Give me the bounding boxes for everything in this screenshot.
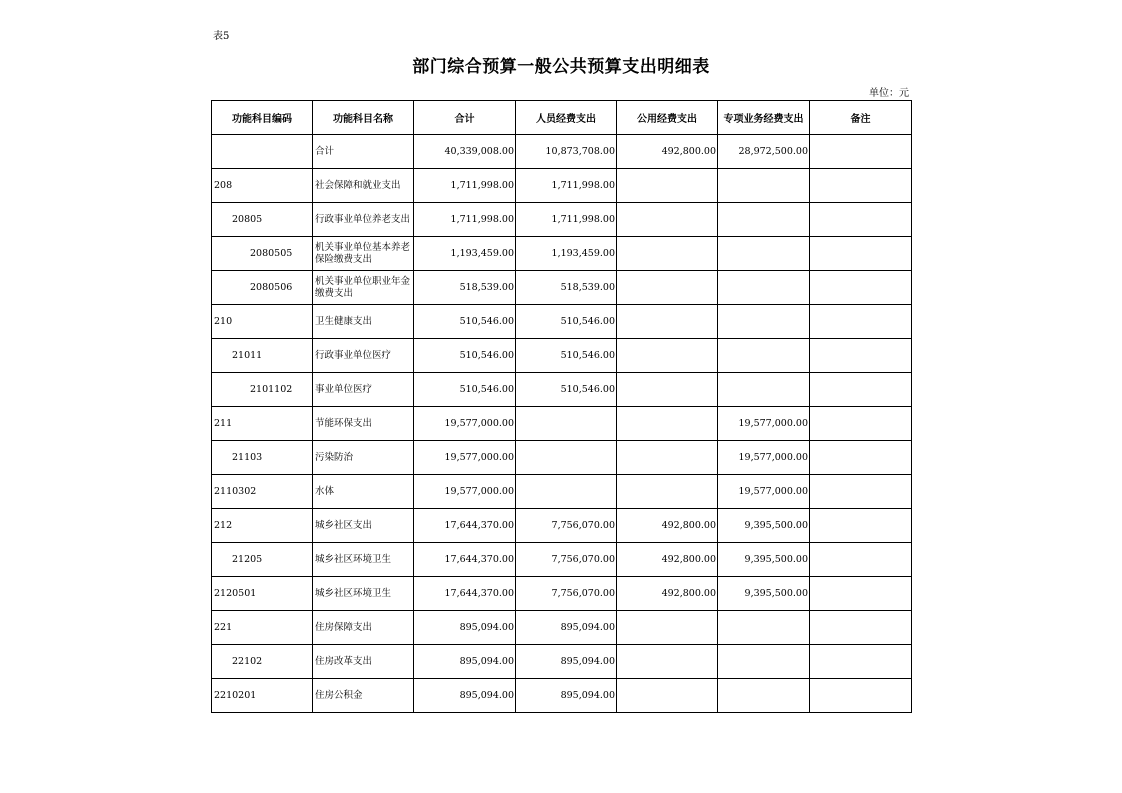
cell-name: 机关事业单位基本养老保险缴费支出 [313,237,414,271]
column-header-special: 专项业务经费支出 [718,101,810,135]
cell-personnel: 7,756,070.00 [516,577,617,611]
table-row [212,509,912,543]
cell-public [617,203,718,237]
cell-note [810,441,912,475]
cell-code [212,135,313,169]
cell-note [810,475,912,509]
cell-code: 2110302 [212,475,313,509]
cell-name: 城乡社区环境卫生 [313,543,414,577]
cell-special [718,679,810,713]
cell-total: 19,577,000.00 [414,475,516,509]
cell-personnel: 10,873,708.00 [516,135,617,169]
cell-personnel: 895,094.00 [516,679,617,713]
table-row [212,611,912,645]
cell-name: 卫生健康支出 [313,305,414,339]
cell-public: 492,800.00 [617,577,718,611]
cell-personnel: 895,094.00 [516,645,617,679]
cell-personnel: 518,539.00 [516,271,617,305]
cell-name: 行政事业单位医疗 [313,339,414,373]
table-row [212,577,912,611]
cell-public [617,645,718,679]
cell-total: 19,577,000.00 [414,407,516,441]
cell-personnel: 895,094.00 [516,611,617,645]
cell-note [810,509,912,543]
table-row [212,135,912,169]
cell-total: 1,711,998.00 [414,203,516,237]
cell-name: 污染防治 [313,441,414,475]
cell-note [810,271,912,305]
column-header-name: 功能科目名称 [313,101,414,135]
cell-personnel: 510,546.00 [516,339,617,373]
cell-public [617,679,718,713]
table-row [212,237,912,271]
cell-total: 895,094.00 [414,679,516,713]
cell-public: 492,800.00 [617,543,718,577]
cell-total: 510,546.00 [414,305,516,339]
cell-public [617,271,718,305]
cell-personnel [516,407,617,441]
cell-public [617,373,718,407]
cell-special [718,305,810,339]
cell-special [718,203,810,237]
cell-name: 住房保障支出 [313,611,414,645]
cell-personnel: 510,546.00 [516,305,617,339]
cell-total: 17,644,370.00 [414,509,516,543]
cell-total: 510,546.00 [414,339,516,373]
cell-code: 21011 [212,339,313,373]
cell-total: 1,711,998.00 [414,169,516,203]
table-row [212,271,912,305]
table-row [212,475,912,509]
cell-total: 895,094.00 [414,645,516,679]
cell-total: 518,539.00 [414,271,516,305]
cell-public [617,407,718,441]
page-title: 部门综合预算一般公共预算支出明细表 [412,57,710,77]
cell-name: 行政事业单位养老支出 [313,203,414,237]
cell-public: 492,800.00 [617,509,718,543]
cell-note [810,407,912,441]
sheet-label: 表5 [213,31,230,42]
cell-note [810,339,912,373]
table-row [212,441,912,475]
cell-note [810,645,912,679]
cell-public [617,339,718,373]
cell-note [810,169,912,203]
table-header-row [212,101,912,135]
cell-public [617,441,718,475]
cell-note [810,305,912,339]
cell-note [810,679,912,713]
cell-total: 17,644,370.00 [414,577,516,611]
cell-special [718,373,810,407]
cell-code: 221 [212,611,313,645]
cell-special [718,271,810,305]
cell-note [810,373,912,407]
cell-special [718,645,810,679]
cell-personnel: 7,756,070.00 [516,543,617,577]
cell-personnel: 7,756,070.00 [516,509,617,543]
cell-public [617,475,718,509]
cell-name: 社会保障和就业支出 [313,169,414,203]
cell-name: 水体 [313,475,414,509]
cell-name: 合计 [313,135,414,169]
cell-note [810,543,912,577]
cell-special [718,339,810,373]
cell-note [810,577,912,611]
unit-label: 单位：元 [869,88,909,99]
cell-special: 28,972,500.00 [718,135,810,169]
cell-total: 19,577,000.00 [414,441,516,475]
cell-code: 21205 [212,543,313,577]
cell-special: 19,577,000.00 [718,475,810,509]
cell-special [718,611,810,645]
cell-special: 19,577,000.00 [718,441,810,475]
cell-total: 17,644,370.00 [414,543,516,577]
cell-name: 城乡社区环境卫生 [313,577,414,611]
cell-total: 895,094.00 [414,611,516,645]
cell-code: 21103 [212,441,313,475]
cell-name: 节能环保支出 [313,407,414,441]
table-row [212,169,912,203]
cell-code: 2080505 [212,237,313,271]
cell-public [617,237,718,271]
cell-personnel: 1,711,998.00 [516,203,617,237]
cell-name: 住房改革支出 [313,645,414,679]
cell-code: 208 [212,169,313,203]
column-header-public: 公用经费支出 [617,101,718,135]
table-row [212,645,912,679]
table-row [212,679,912,713]
cell-total: 1,193,459.00 [414,237,516,271]
budget-table [211,100,912,713]
cell-code: 2101102 [212,373,313,407]
cell-personnel: 1,193,459.00 [516,237,617,271]
cell-note [810,237,912,271]
cell-special: 19,577,000.00 [718,407,810,441]
cell-personnel [516,475,617,509]
column-header-personnel: 人员经费支出 [516,101,617,135]
cell-special: 9,395,500.00 [718,577,810,611]
cell-public [617,611,718,645]
cell-special: 9,395,500.00 [718,509,810,543]
cell-note [810,611,912,645]
cell-total: 40,339,008.00 [414,135,516,169]
table-row [212,543,912,577]
table-row [212,203,912,237]
cell-special: 9,395,500.00 [718,543,810,577]
table-body [212,135,912,713]
cell-code: 2210201 [212,679,313,713]
cell-code: 210 [212,305,313,339]
cell-special [718,237,810,271]
cell-public [617,305,718,339]
cell-special [718,169,810,203]
cell-note [810,135,912,169]
table-row [212,305,912,339]
cell-total: 510,546.00 [414,373,516,407]
cell-code: 22102 [212,645,313,679]
cell-personnel: 510,546.00 [516,373,617,407]
column-header-total: 合计 [414,101,516,135]
cell-name: 住房公积金 [313,679,414,713]
cell-code: 2080506 [212,271,313,305]
cell-personnel [516,441,617,475]
cell-public [617,169,718,203]
cell-name: 城乡社区支出 [313,509,414,543]
table-row [212,407,912,441]
column-header-note: 备注 [810,101,912,135]
cell-name: 机关事业单位职业年金缴费支出 [313,271,414,305]
column-header-code: 功能科目编码 [212,101,313,135]
cell-code: 212 [212,509,313,543]
cell-code: 20805 [212,203,313,237]
cell-code: 2120501 [212,577,313,611]
cell-personnel: 1,711,998.00 [516,169,617,203]
cell-note [810,203,912,237]
cell-public: 492,800.00 [617,135,718,169]
cell-name: 事业单位医疗 [313,373,414,407]
cell-code: 211 [212,407,313,441]
table-row [212,373,912,407]
table-row [212,339,912,373]
